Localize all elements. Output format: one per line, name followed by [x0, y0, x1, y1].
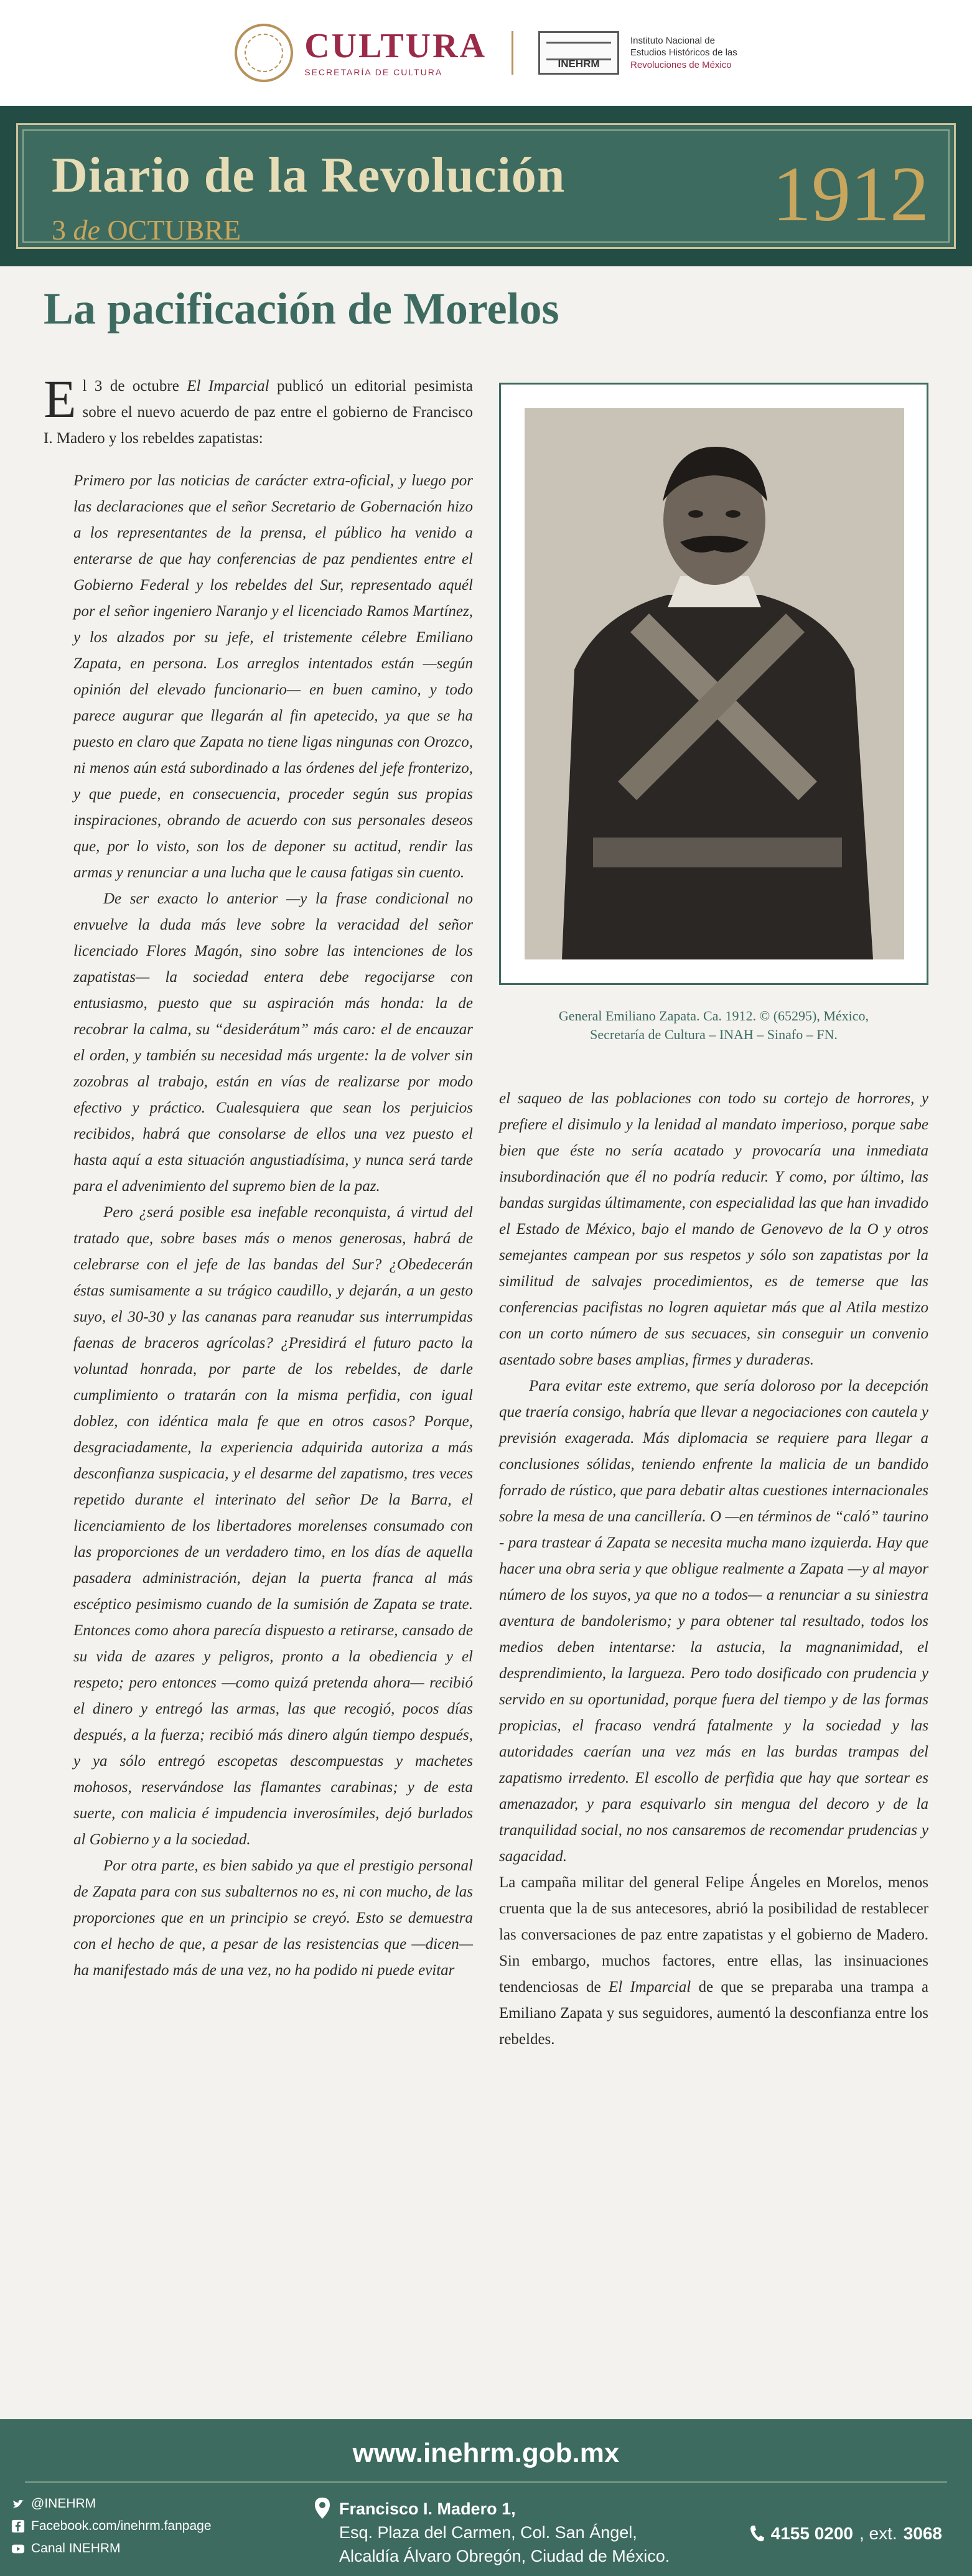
quote-paragraph-4: Por otra parte, es bien sabido ya que el prestigio personal de Zapata para con sus subalternos no es, ni con mucho, de las proporciones que en un principio se creyó. Esto se demuestra con el hecho de que, a pesar de las resistencias que —dicen— ha manifestado más de una vez, no ha podido ni puede evitar: [73, 1857, 473, 1979]
inehrm-line-1: Instituto Nacional de: [630, 35, 715, 46]
banner-frame: [16, 123, 956, 249]
facebook-icon: [11, 2519, 25, 2533]
quote-paragraph-2: De ser exacto lo anterior —y la frase condicional no envuelve la duda más leve sobre la veracidad del señor licenciado Flores Magón, sino sobre las intenciones de los zapatistas— la sociedad entera debe regocijarse con entusiasmo, puesto que su aspiración más honda: la de recobrar la calma, su “desiderátum” más caro: el de encauzar el orden, y también su necesidad más urgente: la de volver sin zozobras al trabajo, están en vías de realizarse por modo efectivo y práctico. Cualesquiera que sean los perjuicios recibidos, habrá que consolarse de ellos una vez puesto el hasta aquí a esta situación angustiadísima, y nunca será tarde para el advenimiento del supremo bien de la paz.: [73, 890, 473, 1195]
intro-text-a: l 3 de octubre: [82, 378, 187, 394]
banner-title: Diario de la Revolución: [52, 148, 566, 203]
intro-text-b: publicó un editorial pesimista sobre el nuevo acuerdo de paz entre el gobierno de Francisco I. Madero y los rebeldes zapatistas:: [44, 378, 473, 447]
cultura-wordmark: CULTURA: [304, 27, 487, 65]
address-line-2: Esq. Plaza del Carmen, Col. San Ángel,: [339, 2523, 637, 2542]
title-banner: [0, 106, 972, 266]
twitter-icon: [11, 2497, 25, 2511]
editorial-quote: [44, 468, 473, 1984]
quote-paragraph-1: Primero por las noticias de carácter extra-oficial, y luego por las declaraciones que el señor Secretario de Gobernación hizo a los representantes de la prensa, el público ha venido a enterarse de que hay conferencias de paz pendientes entre el Gobierno Federal y los rebeldes del Sur, representado aquél por el señor ingeniero Naranjo y el licenciado Ramos Martínez, y los alzados por su jefe, el tristemente célebre Emiliano Zapata, en persona. Los arreglos intentados están —según opinión del elevado funcionario— en buen camino, y todo parece augurar que llegarán al fin apetecido, ya que se ha puesto en claro que Zapata no tiene ligas ningunas con Orozco, ni menos aún está subordinado a las órdenes del jefe fronterizo, y que puede, en consecuencia, proceder según sus propias inspiraciones, obrando de acuerdo con sus personales deseos que, por lo visto, son los de deponer su actitud, rendir las armas y renunciar a una lucha que le causa fatigas sin cuento.: [73, 472, 473, 881]
logo-divider: [512, 31, 513, 75]
photo-caption: [499, 1007, 928, 1044]
inehrm-label: INEHRM: [558, 58, 600, 70]
quote-paragraph-5: Para evitar este extremo, que sería doloroso por la decepción que traería consigo, habría que llevar a negociaciones con cautela y previsión exagerada. Más diplomacia se requiere para llegar a conclusiones sólidas, teniendo enfrente la malicia de un bandido forrado de rústico, que para debatir altas cuestiones internacionales sobre la mesa de una cancillería. O —en términos de “caló” taurino - para trastear á Zapata se necesita mucha mano izquierda. Hay que hacer una obra seria y que obligue realmente a Zapata —y al mayor número de los suyos, ya que no a todos— a renunciar a su siniestra aventura de bandolerismo; y para obtener tal resultado, todos los medios deben intentarse: la astucia, la magnanimidad, el desprendimiento, la largueza. Pero todo dosificado con prudencia y servido en su oportunidad, porque fuera del tiempo y de las formas propicias, el fracaso vendrá fatalmente y la sociedad y las autoridades caerían una vez más en las burdas trampas del zapatismo irredento. El escollo de perfidia que hay que sortear es amenazador, y para esquivarlo sin mengua del decoro y de la tranquilidad social, no nos cansaremos de recomendar prudencias y sagacidad.: [499, 1378, 928, 1865]
facebook-link[interactable]: [11, 2515, 212, 2537]
building-icon: [538, 31, 619, 75]
logos-header: [0, 0, 972, 106]
phone-icon: [749, 2524, 765, 2543]
address-street: Francisco I. Madero 1,: [339, 2499, 516, 2518]
banner-day: 3: [52, 214, 66, 246]
footer-divider: [25, 2481, 947, 2483]
banner-date: [52, 213, 241, 246]
editorial-quote-continued: [499, 1086, 928, 1870]
youtube-icon: [11, 2542, 25, 2555]
article-column-right: [499, 1086, 928, 2053]
caption-line-1: General Emiliano Zapata. Ca. 1912. © (65295), México,: [558, 1008, 869, 1024]
ext-label: , ext.: [859, 2524, 897, 2543]
phone-extension: 3068: [903, 2524, 942, 2543]
article-closing: [499, 1870, 928, 2053]
location-pin-icon: [314, 2497, 330, 2519]
zapata-portrait-image: [525, 408, 904, 959]
cultura-logo: [235, 24, 487, 82]
address-block: [314, 2497, 670, 2568]
intro-newspaper: El Imparcial: [187, 378, 269, 394]
banner-month: OCTUBRE: [107, 214, 241, 246]
photo-frame: [499, 383, 928, 985]
closing-newspaper: El Imparcial: [608, 1979, 691, 1995]
quote-paragraph-3: Pero ¿será posible esa inefable reconquista, á virtud del tratado que, sobre bases más o menos generosas, habrá de celebrarse con el jefe de las bandas del Sur? ¿Obedecerán éstas sumisamente a su trágico caudillo, y dejarán, a un gesto suyo, el 30-30 y las cananas para reanudar sus interrumpidas faenas de braceros agrícolas? ¿Presidirá el futuro pacto la voluntad honrada, por parte de los rebeldes, de darle cumplimiento o tratarán con la misma perfidia, con igual doblez, con idéntica mala fe que en otros casos? Porque, desgraciadamente, la experiencia adquirida autoriza a más desconfianza suspicacia, y el desarme del zapatismo, tres veces repetido durante el interinato del señor De la Barra, el licenciamiento de los libertadores morelenses consumado con las proporciones de un verdadero timo, en los días de aquella pasadera administración, dejan la puerta franca al más escéptico pesimismo cuando de la sumisión de Zapata se trate. Entonces como ahora parecía dispuesto a retirarse, cansado de su vida de azares y peligros, pronto a la obediencia y el respeto; pero entonces —como quizá pretenda ahora— recibió el dinero y entregó las armas, las que recogió, pocos días después, a la fuerza; recibió más dinero algún tiempo después, y ya sólo entregó escopetas descompuestas y machetes mohosos, reservándose las flamantes carabinas; y de esta suerte, con malicia é impudencia inverosímiles, dejó burlados al Gobierno y a la sociedad.: [73, 1204, 473, 1848]
banner-de: de: [73, 214, 100, 246]
inehrm-fullname: [630, 35, 737, 72]
eagle-seal-icon: [235, 24, 293, 82]
youtube-link[interactable]: [11, 2537, 212, 2560]
quote-paragraph-4-continued: el saqueo de las poblaciones con todo su cortejo de horrores, y prefiere el disimulo y la lenidad al mandato imperioso, porque sabe bien que éste no sería acatado y provocaría una inmediata insubordinación que él no podría reducir. Y como, por último, las bandas surgidas últimamente, con especialidad las que han invadido el Estado de México, bajo el mando de Genovevo de la O y otros semejantes campean por sus respetos y sólo son zapatistas por la similitud de salvajes procedimientos, es de temerse que las conferencias pacifistas no logren aquietar más que al Atila mestizo con un corto número de sus secuaces, sin conseguir un convenio asentado sobre bases amplias, firmes y duraderas.: [499, 1090, 928, 1368]
facebook-url: Facebook.com/inehrm.fanpage: [31, 2519, 212, 2533]
youtube-channel: Canal INEHRM: [31, 2541, 121, 2555]
cultura-subtitle: SECRETARÍA DE CULTURA: [304, 67, 443, 77]
phone-block[interactable]: [749, 2524, 942, 2544]
closing-text-b: de que se preparaba una trampa a Emiliano Zapata y sus seguidores, aumentó la desconfianza entre los rebeldes.: [499, 1979, 928, 2048]
zapata-photo: [525, 408, 904, 959]
social-links: [11, 2493, 212, 2560]
twitter-link[interactable]: [11, 2493, 212, 2515]
inehrm-line-2: Estudios Históricos de las: [630, 47, 737, 58]
phone-number: 4155 0200: [770, 2524, 853, 2543]
closing-text-a: La campaña militar del general Felipe Ángeles en Morelos, menos cruenta que la de sus antecesores, abrió la posibilidad de restablecer las conversaciones de paz entre zapatistas y el gobierno de Madero. Sin embargo, muchos factores, entre ellas, las insinuaciones tendenciosas de: [499, 1874, 928, 1995]
twitter-handle: @INEHRM: [31, 2496, 96, 2511]
caption-line-2: Secretaría de Cultura – INAH – Sinafo – FN.: [590, 1027, 838, 1042]
article-headline: La pacificación de Morelos: [44, 284, 559, 334]
address-line-3: Alcaldía Álvaro Obregón, Ciudad de México.: [339, 2547, 670, 2565]
article-column-left: [44, 369, 473, 1984]
website-link[interactable]: www.inehrm.gob.mx: [352, 2438, 620, 2468]
footer: [0, 2419, 972, 2576]
inehrm-logo: [538, 31, 737, 75]
article-intro: [44, 369, 473, 452]
banner-year: 1912: [772, 151, 929, 238]
drop-cap: E: [44, 369, 77, 429]
inehrm-line-3: Revoluciones de México: [630, 59, 732, 70]
